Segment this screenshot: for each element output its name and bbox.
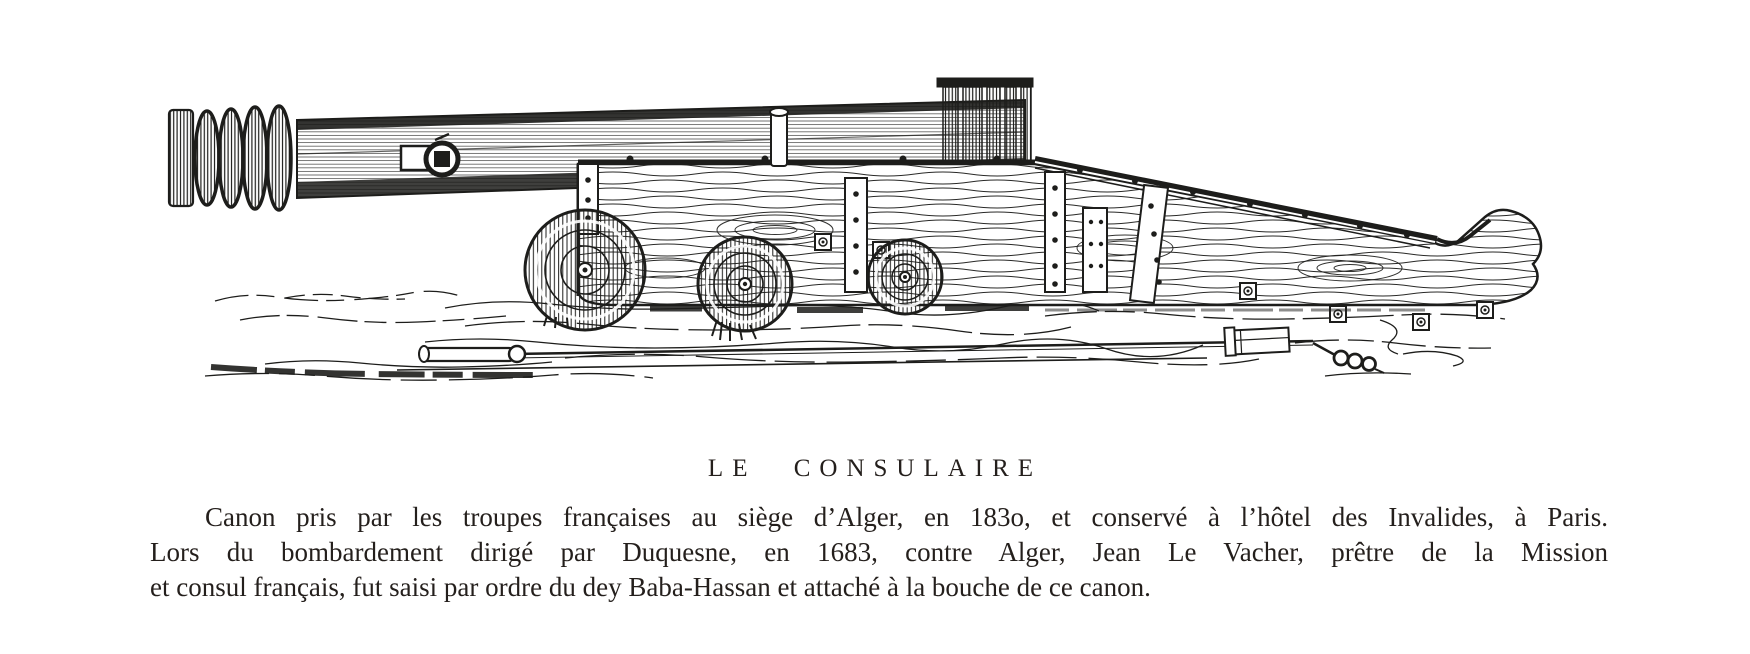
figure-title: LE CONSULAIRE xyxy=(707,455,1043,482)
wheel-large xyxy=(525,210,645,330)
wheel-middle xyxy=(698,237,792,331)
engraving-figure xyxy=(145,58,1605,388)
figure-caption xyxy=(150,500,1608,605)
caption-line-1: Canon pris par les troupes françaises au siège d’Alger, en 183o, et conservé à l’hôtel des Invalides, à Paris. xyxy=(205,502,1608,532)
rammer-head-box xyxy=(1224,325,1289,356)
stanchion-post xyxy=(770,108,788,166)
rammer-pole xyxy=(211,341,1313,375)
wheel-small xyxy=(868,240,942,314)
cannon-engraving xyxy=(145,58,1605,388)
caption-line-2: Lors du bombardement dirigé par Duquesne, en 1683, contre Alger, Jean Le Vacher, prêtre de la Mission xyxy=(150,537,1608,567)
caption-line-3: et consul français, fut saisi par ordre du dey Baba-Hassan et attaché à la bouche de ce canon. xyxy=(150,572,1151,602)
worm-screw xyxy=(1313,343,1384,373)
